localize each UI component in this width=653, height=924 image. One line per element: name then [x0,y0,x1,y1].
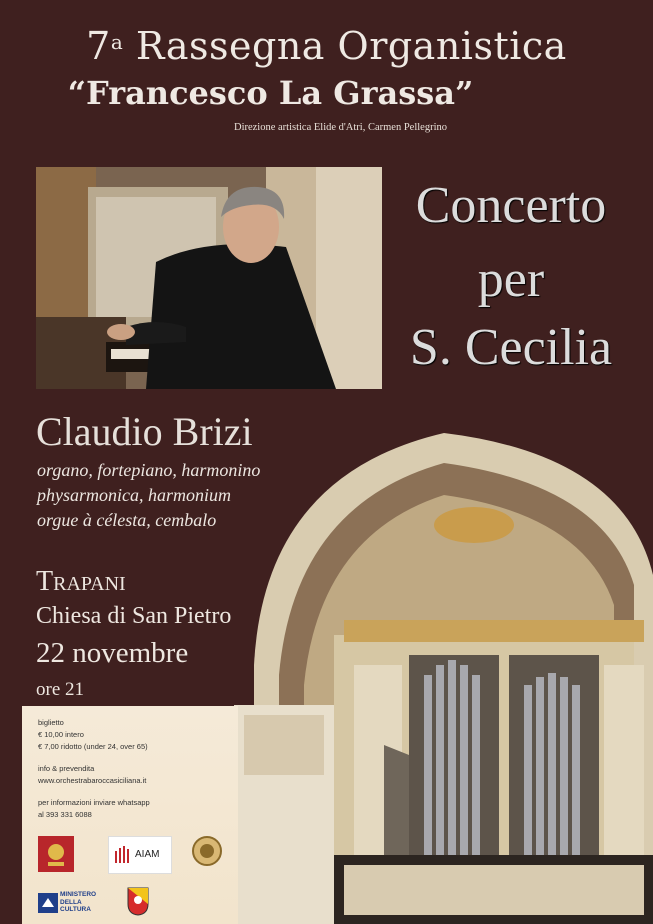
event-city: Trapani [36,566,126,597]
festival-title: 7$^a$ Rassegna Organistica [86,24,567,68]
event-time: ore 21 [36,679,85,700]
orchestra-seal-logo [192,836,222,866]
instruments-line3: orgue à célesta, cembalo [37,510,217,530]
ticket-info-panel [22,706,238,924]
performer-name: Claudio Brizi [36,409,253,454]
full-price: € 10,00 intero [38,730,84,739]
aiam-logo [108,836,172,874]
performer-photo [36,167,382,389]
concert-title-line2: per [477,251,545,308]
presale-label: info & prevendita [38,764,95,773]
concert-title-line1: Concerto [415,177,607,234]
organ-photo [234,415,653,924]
instruments-line2: physarmonica, harmonium [37,485,231,505]
ticket-label: biglietto [38,718,64,727]
ministry-culture-logo [38,890,108,916]
ministry-line1: MINISTERO [60,891,97,898]
whatsapp-label: per informazioni inviare whatsapp [38,798,150,807]
event-venue: Chiesa di San Pietro [36,603,232,629]
concert-title-line3: S. Cecilia [409,319,613,376]
ministry-line3: CULTURA [60,906,91,913]
instruments-line1: organo, fortepiano, harmonino [37,460,261,480]
sicily-region-logo [126,886,150,916]
whatsapp-number: al 393 331 6088 [38,810,92,819]
festival-subtitle: “Francesco La Grassa” [67,74,474,112]
website-link[interactable]: www.orchestrabaroccasiciliana.it [38,776,147,785]
artistic-direction: Direzione artistica Elide d'Atri, Carmen Pellegrino [233,122,447,133]
ministry-line2: DELLA [60,898,82,906]
vatican-crest-logo [38,836,74,872]
event-date: 22 novembre [36,637,189,669]
reduced-price: € 7,00 ridotto (under 24, over 65) [38,742,148,751]
aiam-label: AIAM [135,849,160,860]
